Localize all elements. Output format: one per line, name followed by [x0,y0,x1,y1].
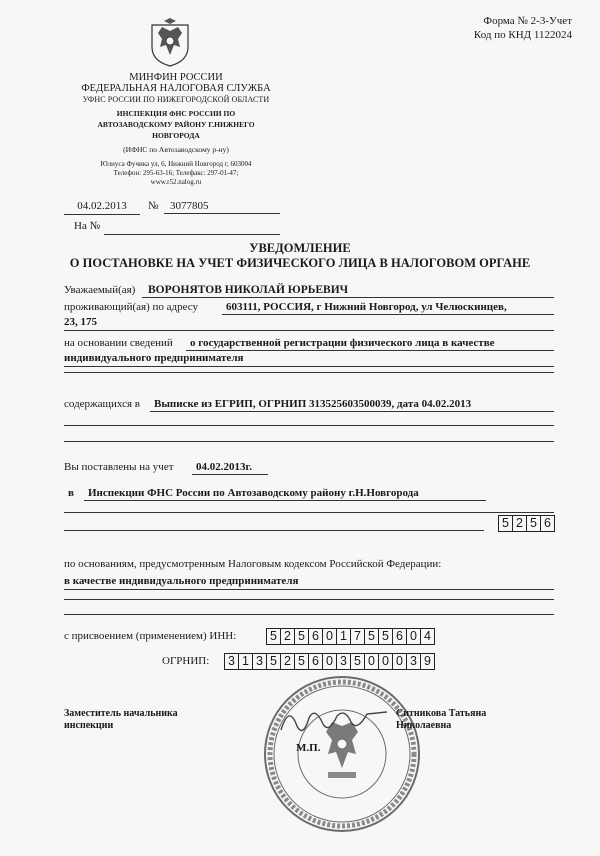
registered-date: 04.02.2013г. [192,460,268,475]
office-code-cells [498,515,555,532]
ogrnip-cells [224,653,435,670]
inn-digit: 1 [337,628,351,645]
service: ФЕДЕРАЛЬНАЯ НАЛОГОВАЯ СЛУЖБА [81,83,271,94]
inn-digit: 0 [407,628,421,645]
inn-digit: 5 [379,628,393,645]
signer-line2: Николаевна [396,720,452,731]
ogrnip-digit: 6 [309,653,323,670]
na-label: На № [74,220,101,232]
grounds-value: в качестве индивидуального предпринимателя [64,574,554,590]
basis-line2: индивидуального предпринимателя [64,351,554,367]
blank-line [64,599,554,600]
inn-digit: 7 [351,628,365,645]
form-number: Форма № 2-3-Учет [483,15,572,27]
address-line2: 23, 175 [64,315,554,331]
title-line1: УВЕДОМЛЕНИЕ [249,241,351,255]
ogrnip-digit: 2 [281,653,295,670]
position-line2: инспекции [64,720,114,731]
inn-digit: 5 [267,628,281,645]
ogrnip-digit: 0 [379,653,393,670]
inn-digit: 2 [281,628,295,645]
inspection-l2: АВТОЗАВОДСКОМУ РАЙОНУ Г.НИЖНЕГО [97,120,255,129]
inspection-l3: НОВГОРОДА [152,131,200,140]
inn-digit: 4 [421,628,435,645]
inn-digit: 0 [323,628,337,645]
mp-label: М.П. [296,742,321,754]
signer-position [64,708,178,732]
inn-digit: 5 [365,628,379,645]
ogrnip-digit: 3 [337,653,351,670]
short-name: (ИФНС по Автозаводскому р-ну) [123,145,229,154]
residing-label: проживающий(ая) по адресу [64,301,199,313]
ministry: МИНФИН РОССИИ [129,72,223,83]
official-stamp-icon [262,674,422,834]
regional-office: УФНС РОССИИ ПО НИЖЕГОРОДСКОЙ ОБЛАСТИ [82,95,270,104]
inn-cells [266,628,435,645]
inspection-l1: ИНСПЕКЦИЯ ФНС РОССИИ ПО [116,109,236,118]
blank-line [64,530,484,531]
ogrnip-digit: 5 [267,653,281,670]
knd-code: Код по КНД 1122024 [473,29,572,41]
taxpayer-name: ВОРОНЯТОВ НИКОЛАЙ ЮРЬЕВИЧ [142,283,554,298]
inn-digit: 6 [309,628,323,645]
address-line1: 603111, РОССИЯ, г Нижний Новгород, ул Челюскинцев, [222,300,554,315]
na-value [104,219,280,235]
registered-label: Вы поставлены на учет [64,461,174,473]
ogrnip-digit: 3 [407,653,421,670]
blank-line [64,425,554,426]
contained-label: содержащихся в [64,398,140,410]
signature-scribble-icon [275,700,395,740]
inn-digit: 5 [295,628,309,645]
ogrnip-digit: 9 [421,653,435,670]
russian-emblem-icon [148,17,192,67]
blank-line [64,441,554,442]
ogrnip-digit: 0 [323,653,337,670]
ogrnip-digit: 0 [393,653,407,670]
ogrnip-digit: 3 [225,653,239,670]
form-code [474,14,572,42]
office-code-digit: 5 [527,515,541,532]
signer-name [396,708,486,732]
authority-block [56,70,296,187]
contained-value: Выписке из ЕГРИП, ОГРНИП 313525603500039, дата 04.02.2013 [150,397,554,412]
ogrnip-label: ОГРНИП: [162,655,210,667]
position-line1: Заместитель начальника [64,708,178,719]
grounds-label: по основаниям, предусмотренным Налоговым кодексом Российской Федерации: [64,558,442,570]
dear-label: Уважаемый(ая) [64,284,136,296]
office-code-digit: 2 [513,515,527,532]
blank-line [64,614,554,615]
doc-date: 04.02.2013 [64,199,140,215]
inn-label: с присвоением (применением) ИНН: [64,630,237,642]
ogrnip-digit: 5 [351,653,365,670]
doc-number: 3077805 [164,199,280,214]
ogrnip-digit: 0 [365,653,379,670]
in-label: в [68,487,74,499]
ogrnip-digit: 3 [253,653,267,670]
inspection-value: Инспекции ФНС России по Автозаводскому району г.Н.Новгорода [84,486,486,501]
address-l1: Юлиуса Фучика ул, 6, Нижний Новгород г, 603004 [100,160,252,168]
basis-label: на основании сведений [64,337,173,349]
title-line2: О ПОСТАНОВКЕ НА УЧЕТ ФИЗИЧЕСКОГО ЛИЦА В НАЛОГОВОМ ОРГАНЕ [69,256,531,270]
address-l3: www.r52.nalog.ru [150,178,202,186]
basis-line1: о государственной регистрации физического лица в качестве [186,336,554,351]
inn-digit: 6 [393,628,407,645]
blank-line [64,372,554,373]
office-code-digit: 6 [541,515,555,532]
ogrnip-digit: 5 [295,653,309,670]
office-code-digit: 5 [499,515,513,532]
number-label: № [148,200,159,212]
blank-line [64,512,554,513]
ogrnip-digit: 1 [239,653,253,670]
address-l2: Телефон: 295-63-16; Телефакс: 297-01-47; [113,169,239,177]
signer-line1: Ситникова Татьяна [396,708,487,719]
